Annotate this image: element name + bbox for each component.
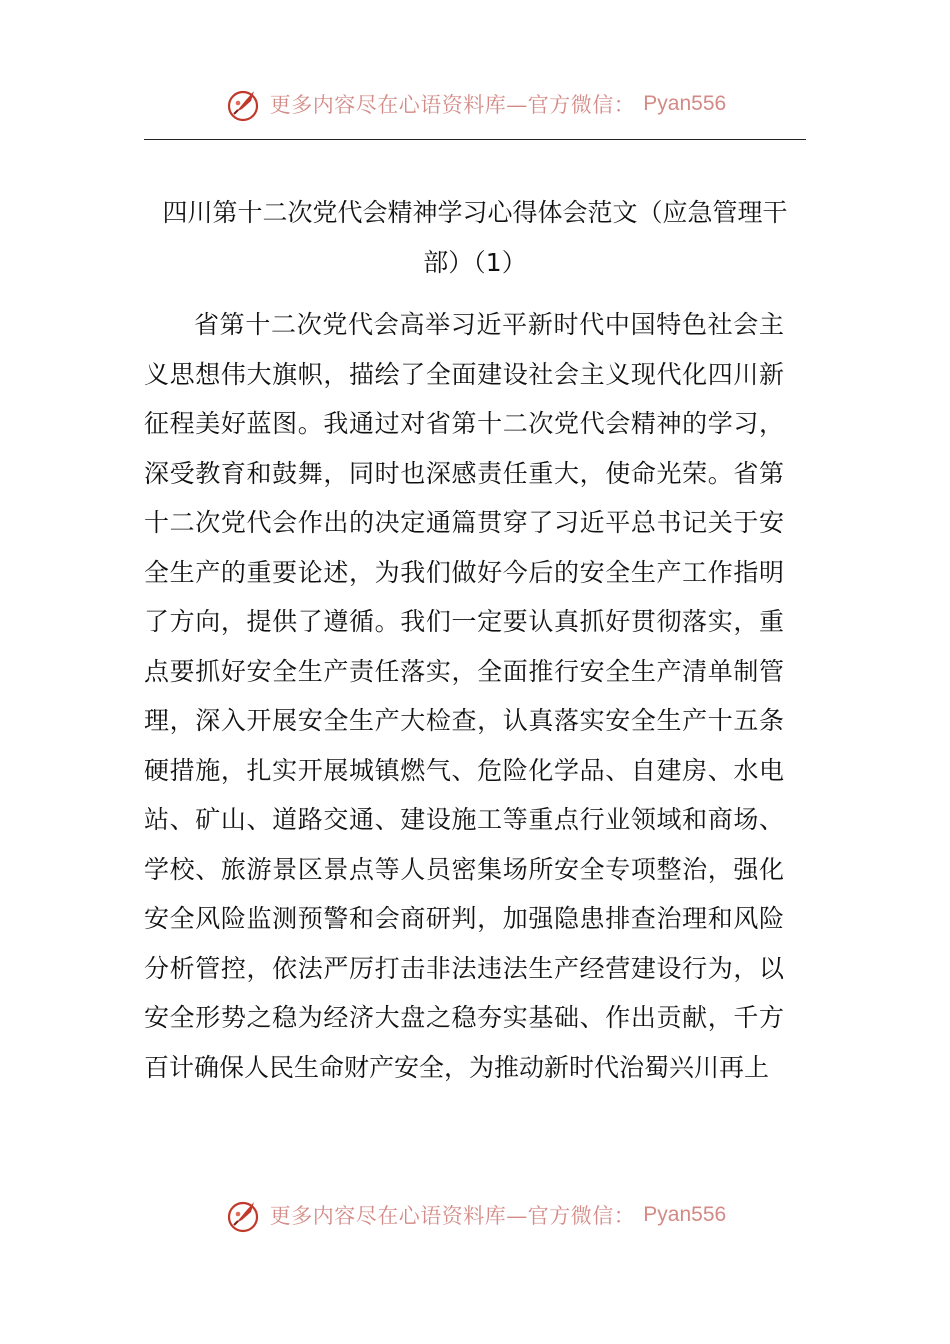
header-wechat-id: Pyan556 bbox=[643, 92, 727, 115]
quill-seal-icon bbox=[224, 85, 262, 123]
footer-wechat-id: Pyan556 bbox=[643, 1203, 727, 1226]
body-paragraph: 省第十二次党代会高举习近平新时代中国特色社会主义思想伟大旗帜，描绘了全面建设社会主义现代化四川新征程美好蓝图。我通过对省第十二次党代会精神的学习，深受教育和鼓舞，同时也深感责任重大，使命光荣。省第十二次党代会作出的决定通篇贯穿了习近平总书记关于安全生产的重要论述，为我们做好今后的安全生产工作指明了方向，提供了遵循。我们一定要认真抓好贯彻落实，重点要抓好安全生产责任落实，全面推行安全生产清单制管理，深入开展安全生产大检查，认真落实安全生产十五条硬措施，扎实开展城镇燃气、危险化学品、自建房、水电站、矿山、道路交通、建设施工等重点行业领域和商场、学校、旅游景区景点等人员密集场所安全专项整治，强化安全风险监测预警和会商研判，加强隐患排查治理和风险分析管控，依法严厉打击非法违法生产经营建设行为，以安全形势之稳为经济大盘之稳夯实基础、作出贡献，千方百计确保人民生命财产安全，为推动新时代治蜀兴川再上 bbox=[144, 310, 784, 1082]
footer-banner-text: 更多内容尽在心语资料库—官方微信： bbox=[269, 1204, 636, 1228]
footer-banner bbox=[0, 1193, 950, 1237]
header-banner-text: 更多内容尽在心语资料库—官方微信： bbox=[269, 93, 636, 117]
quill-seal-icon bbox=[224, 1196, 262, 1234]
header-banner bbox=[0, 82, 950, 126]
header-divider bbox=[144, 139, 806, 140]
document-title: 四川第十二次党代会精神学习心得体会范文（应急管理干部）（1） bbox=[162, 198, 788, 277]
